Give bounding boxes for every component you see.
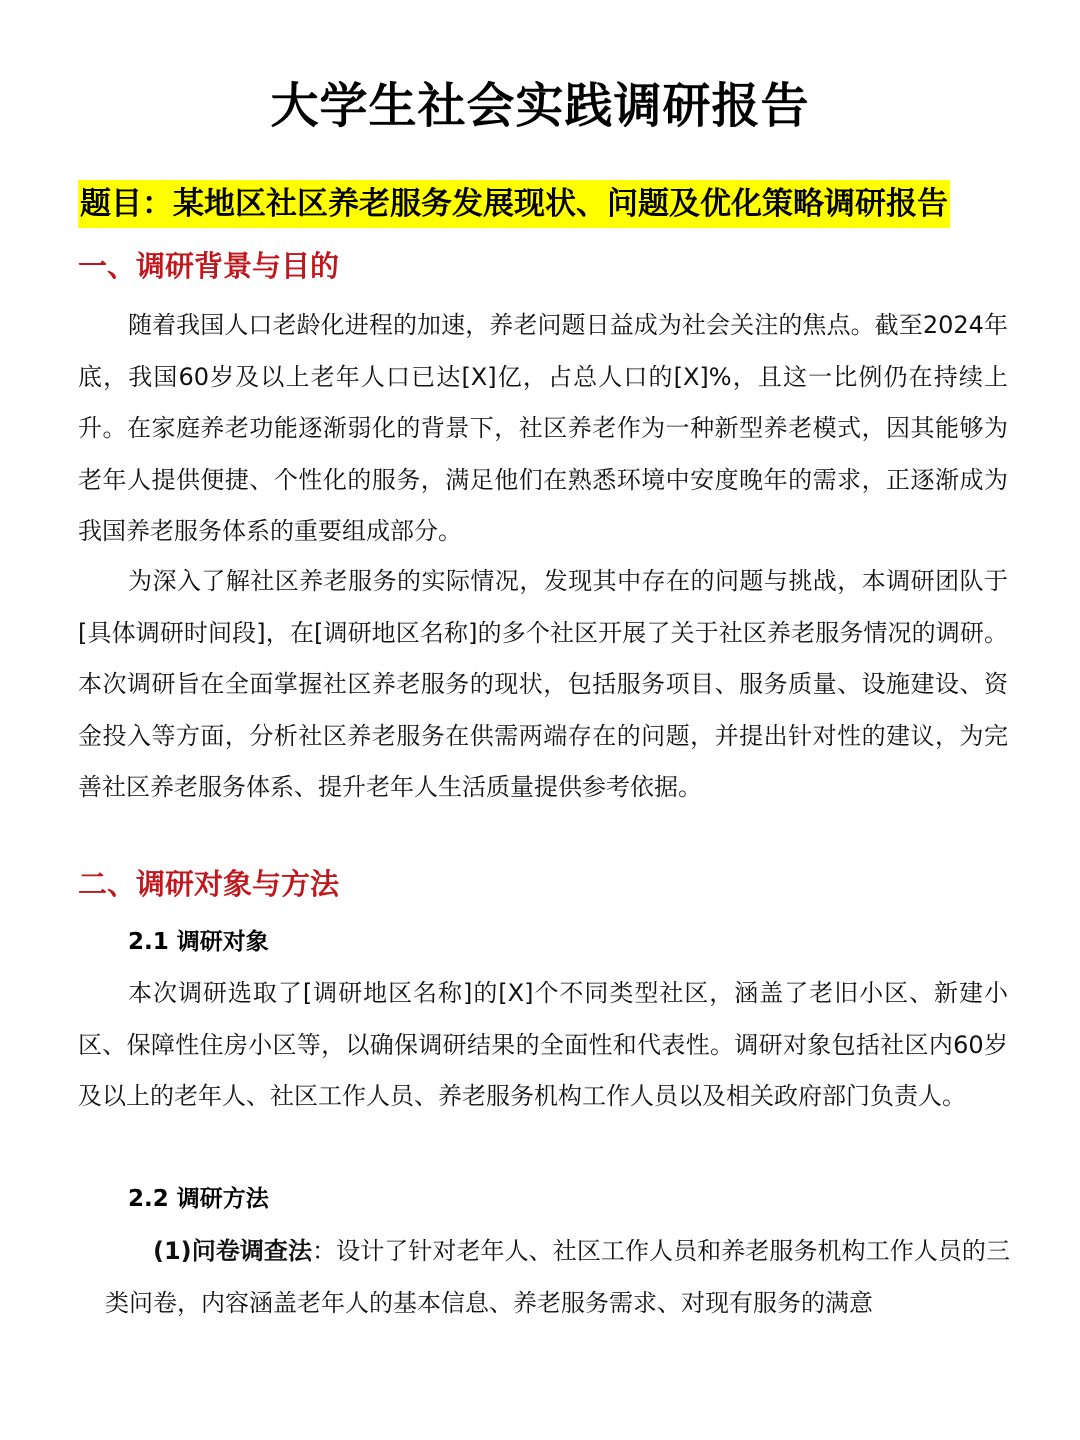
method-1-text: ：设计了针对老年人、社区工作人员和养老服务机构工作人员的三类问卷，内容涵盖老年人的基本信息、养老服务需求、对现有服务的满意 <box>105 1237 1011 1317</box>
method-1-paragraph <box>105 1226 1010 1329</box>
document-title: 大学生社会实践调研报告 <box>270 78 810 134</box>
subsection-2-1-heading: 2.1 调研对象 <box>128 929 269 955</box>
subsection-2-2-heading: 2.2 调研方法 <box>128 1186 269 1212</box>
subsection-2-1-paragraph: 本次调研选取了[调研地区名称]的[X]个不同类型社区，涵盖了老旧小区、新建小区、保障性住房小区等，以确保调研结果的全面性和代表性。调研对象包括社区内60岁及以上的老年人、社区工作人员、养老服务机构工作人员以及相关政府部门负责人。 <box>78 979 1008 1110</box>
section-1-heading: 一、调研背景与目的 <box>78 249 340 283</box>
section-1-paragraph-1: 随着我国人口老龄化进程的加速，养老问题日益成为社会关注的焦点。截至2024年底，我国60岁及以上老年人口已达[X]亿，占总人口的[X]%，且这一比例仍在持续上升。在家庭养老功能逐渐弱化的背景下，社区养老作为一种新型养老模式，因其能够为老年人提供便捷、个性化的服务，满足他们在熟悉环境中安度晚年的需求，正逐渐成为我国养老服务体系的重要组成部分。 <box>78 311 1008 545</box>
section-2-heading: 二、调研对象与方法 <box>78 867 340 901</box>
report-topic: 题目：某地区社区养老服务发展现状、问题及优化策略调研报告 <box>78 180 950 228</box>
section-1-paragraph-2: 为深入了解社区养老服务的实际情况，发现其中存在的问题与挑战，本调研团队于[具体调研时间段]，在[调研地区名称]的多个社区开展了关于社区养老服务情况的调研。本次调研旨在全面掌握社区养老服务的现状，包括服务项目、服务质量、设施建设、资金投入等方面，分析社区养老服务在供需两端存在的问题，并提出针对性的建议，为完善社区养老服务体系、提升老年人生活质量提供参考依据。 <box>78 567 1008 801</box>
method-1-label: (1)问卷调查法 <box>153 1237 313 1265</box>
